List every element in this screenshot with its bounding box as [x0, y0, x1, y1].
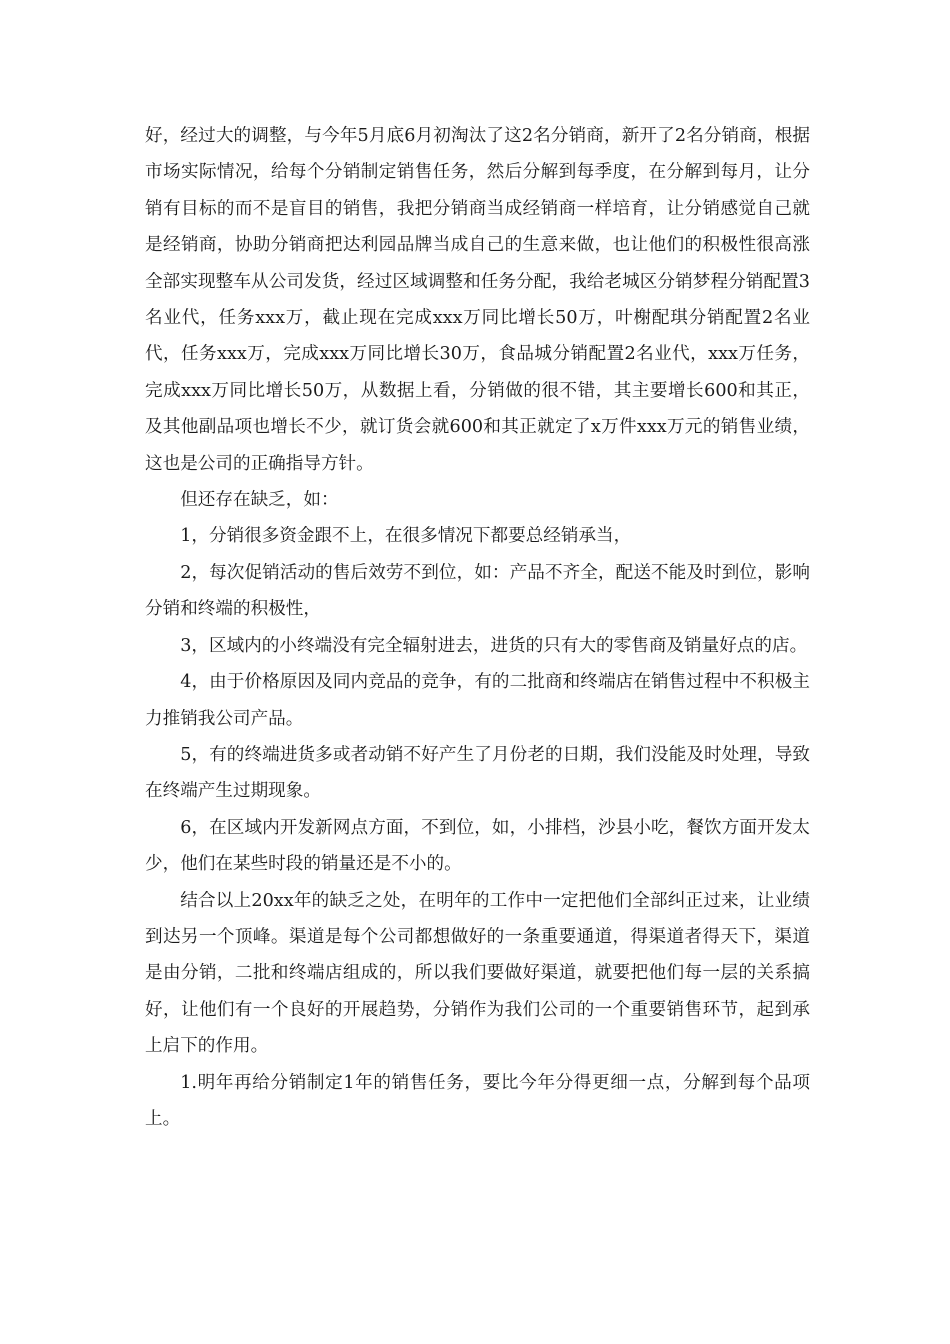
paragraph-1: 好，经过大的调整，与今年5月底6月初淘汰了这2名分销商，新开了2名分销商，根据市场实际情况，给每个分销制定销售任务，然后分解到每季度，在分解到每月，让分销有目标的而不是盲目的销售，我把分销商当成经销商一样培育，让分销感觉自己就是经销商，协助分销商把达利园品牌当成自己的生意来做，也让他们的积极性很高涨全部实现整车从公司发货，经过区域调整和任务分配，我给老城区分销梦程分销配置3名业代，任务xxx万，截止现在完成xxx万同比增长50万，叶榭配琪分销配置2名业代，任务xxx万，完成xxx万同比增长30万，食品城分销配置2名业代，xxx万任务，完成xxx万同比增长50万，从数据上看，分销做的很不错，其主要增长600和其正，及其他副品项也增长不少，就订货会就600和其正就定了x万件xxx万元的销售业绩，这也是公司的正确指导方针。	[145, 126, 810, 474]
paragraph-5: 3，区域内的小终端没有完全辐射进去，进货的只有大的零售商及销量好点的店。	[180, 635, 808, 656]
paragraph-9: 结合以上20xx年的缺乏之处，在明年的工作中一定把他们全部纠正过来，让业绩到达另一个顶峰。渠道是每个公司都想做好的一条重要通道，得渠道者得天下，渠道是由分销，二批和终端店组成的，所以我们要做好渠道，就要把他们每一层的关系搞好，让他们有一个良好的开展趋势，分销作为我们公司的一个重要销售环节，起到承上启下的作用。	[145, 890, 810, 1057]
paragraph-3: 1，分销很多资金跟不上，在很多情况下都要总经销承当，	[180, 526, 632, 547]
paragraph-2: 但还存在缺乏，如：	[180, 490, 339, 511]
document-body	[145, 118, 810, 1137]
paragraph-7: 5，有的终端进货多或者动销不好产生了月份老的日期，我们没能及时处理，导致在终端产生过期现象。	[145, 744, 810, 802]
paragraph-6: 4，由于价格原因及同内竞品的竞争，有的二批商和终端店在销售过程中不积极主力推销我公司产品。	[145, 672, 810, 729]
paragraph-10: 1.明年再给分销制定1年的销售任务，要比今年分得更细一点，分解到每个品项上。	[145, 1072, 810, 1129]
paragraph-8: 6，在区域内开发新网点方面，不到位，如，小排档，沙县小吃，餐饮方面开发太少，他们在某些时段的销量还是不小的。	[145, 817, 810, 875]
paragraph-4: 2，每次促销活动的售后效劳不到位，如：产品不齐全，配送不能及时到位，影响分销和终端的积极性，	[145, 562, 810, 620]
